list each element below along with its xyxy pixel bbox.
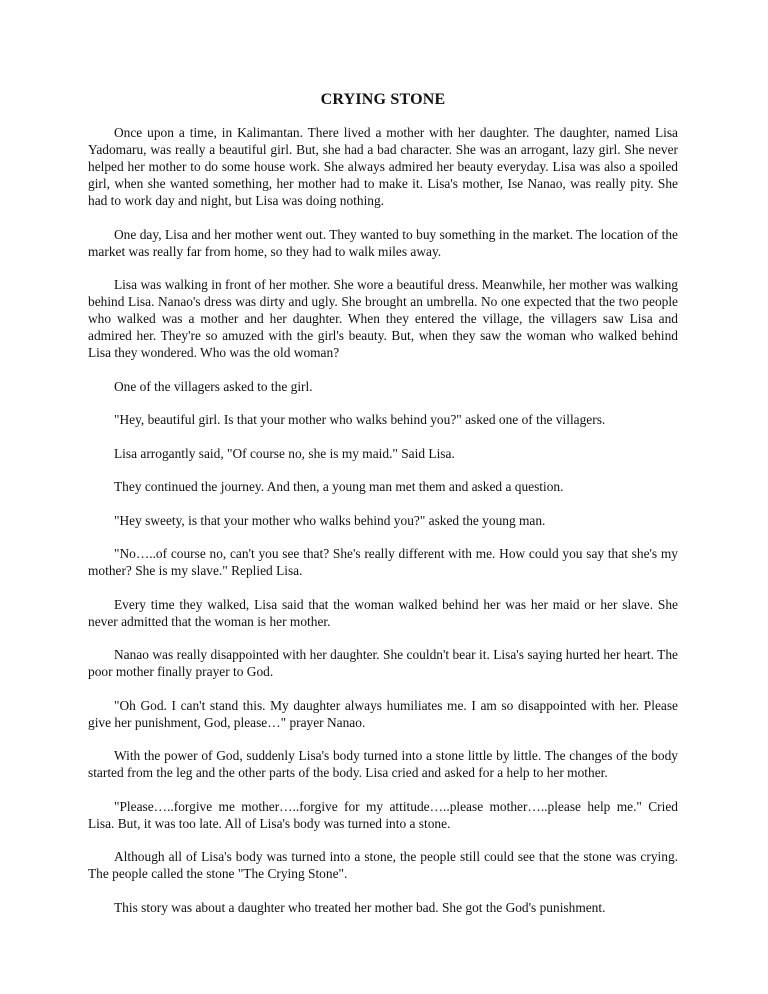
document-page (88, 90, 678, 932)
paragraph-8: "Hey sweety, is that your mother who walks behind you?" asked the young man. (114, 512, 546, 528)
paragraph-11: Nanao was really disappointed with her daughter. She couldn't bear it. Lisa's saying hurted her heart. The poor mother finally prayer to God. (88, 647, 678, 679)
paragraph-2: One day, Lisa and her mother went out. They wanted to buy something in the market. The location of the market was really far from home, so they had to walk miles away. (88, 226, 678, 259)
paragraph-14: "Please…..forgive me mother…..forgive for my attitude…..please mother…..please help me." Cried Lisa. But, it was too late. All of Lisa's body was turned into a stone. (88, 798, 678, 831)
paragraph-3: Lisa was walking in front of her mother. She wore a beautiful dress. Meanwhile, her mother was walking behind Lisa. Nanao's dress was dirty and ugly. She brought an umbrella. No one expected that the two people who walked was a mother and her daughter. When they entered the village, the villagers saw Lisa and admired her. They're so amuzed with the girl's beauty. But, when they saw the woman who walked behind Lisa they wondered. Who was the old woman? (88, 277, 678, 360)
paragraph-12: "Oh God. I can't stand this. My daughter always humiliates me. I am so disappointed with her. Please give her punishment, God, please…" prayer Nanao. (88, 697, 678, 730)
paragraph-9: "No…..of course no, can't you see that? She's really different with me. How could you say that she's my mother? She is my slave." Replied Lisa. (88, 546, 678, 578)
paragraph-5: "Hey, beautiful girl. Is that your mother who walks behind you?" asked one of the villagers. (114, 412, 606, 427)
paragraph-4: One of the villagers asked to the girl. (114, 378, 313, 394)
paragraph-6: Lisa arrogantly said, "Of course no, she is my maid." Said Lisa. (114, 445, 455, 461)
paragraph-15: Although all of Lisa's body was turned into a stone, the people still could see that the stone was crying. The people called the stone "The Crying Stone". (88, 849, 678, 881)
paragraph-10: Every time they walked, Lisa said that the woman walked behind her was her maid or her slave. She never admitted that the woman is her mother. (88, 596, 678, 629)
paragraph-13: With the power of God, suddenly Lisa's body turned into a stone little by little. The changes of the body started from the leg and the other parts of the body. Lisa cried and asked for a help to her mother. (88, 748, 678, 780)
document-title: CRYING STONE (320, 91, 446, 108)
paragraph-16: This story was about a daughter who treated her mother bad. She got the God's punishment. (114, 899, 606, 915)
paragraph-7: They continued the journey. And then, a young man met them and asked a question. (114, 479, 564, 494)
paragraph-1: Once upon a time, in Kalimantan. There lived a mother with her daughter. The daughter, named Lisa Yadomaru, was really a beautiful girl. But, she had a bad character. She was an arrogant, lazy girl. She never helped her mother to do some house work. She always admired her beauty everyday. Lisa was also a spoiled girl, when she wanted something, her mother had to make it. Lisa's mother, Ise Nanao, was really pity. She had to work day and night, but Lisa was doing nothing. (88, 125, 678, 208)
